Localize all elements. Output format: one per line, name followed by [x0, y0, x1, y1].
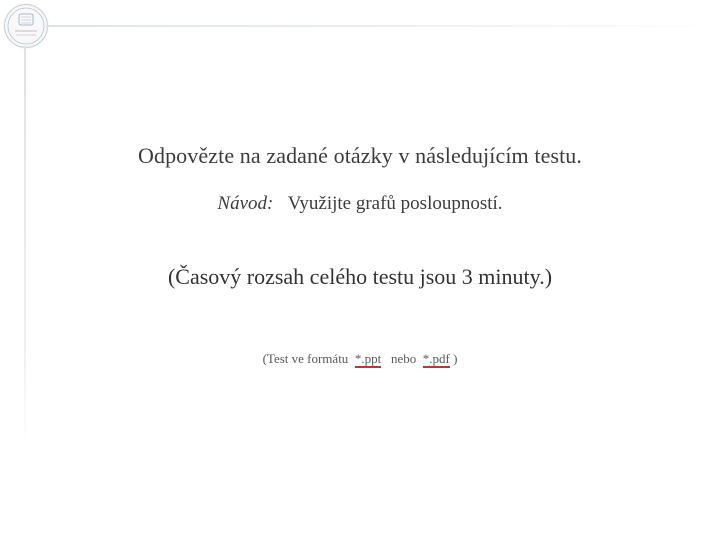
format-links — [0, 351, 720, 367]
format-middle: nebo — [381, 351, 423, 366]
left-divider — [24, 46, 26, 450]
instruction-label: Návod: — [217, 193, 274, 214]
instruction — [0, 193, 720, 215]
ppt-link[interactable]: *.ppt — [354, 351, 382, 366]
pdf-link[interactable]: *.pdf — [422, 351, 450, 366]
format-prefix: (Test ve formátu — [262, 351, 355, 366]
instruction-text: Využijte grafů posloupností. — [287, 193, 503, 214]
format-suffix: ) — [449, 351, 458, 366]
university-seal-icon — [4, 4, 48, 48]
page-heading: Odpovězte na zadané otázky v následujícím testu. — [137, 143, 583, 168]
top-divider — [46, 25, 720, 27]
time-limit-text: (Časový rozsah celého testu jsou 3 minuty.) — [167, 264, 553, 289]
